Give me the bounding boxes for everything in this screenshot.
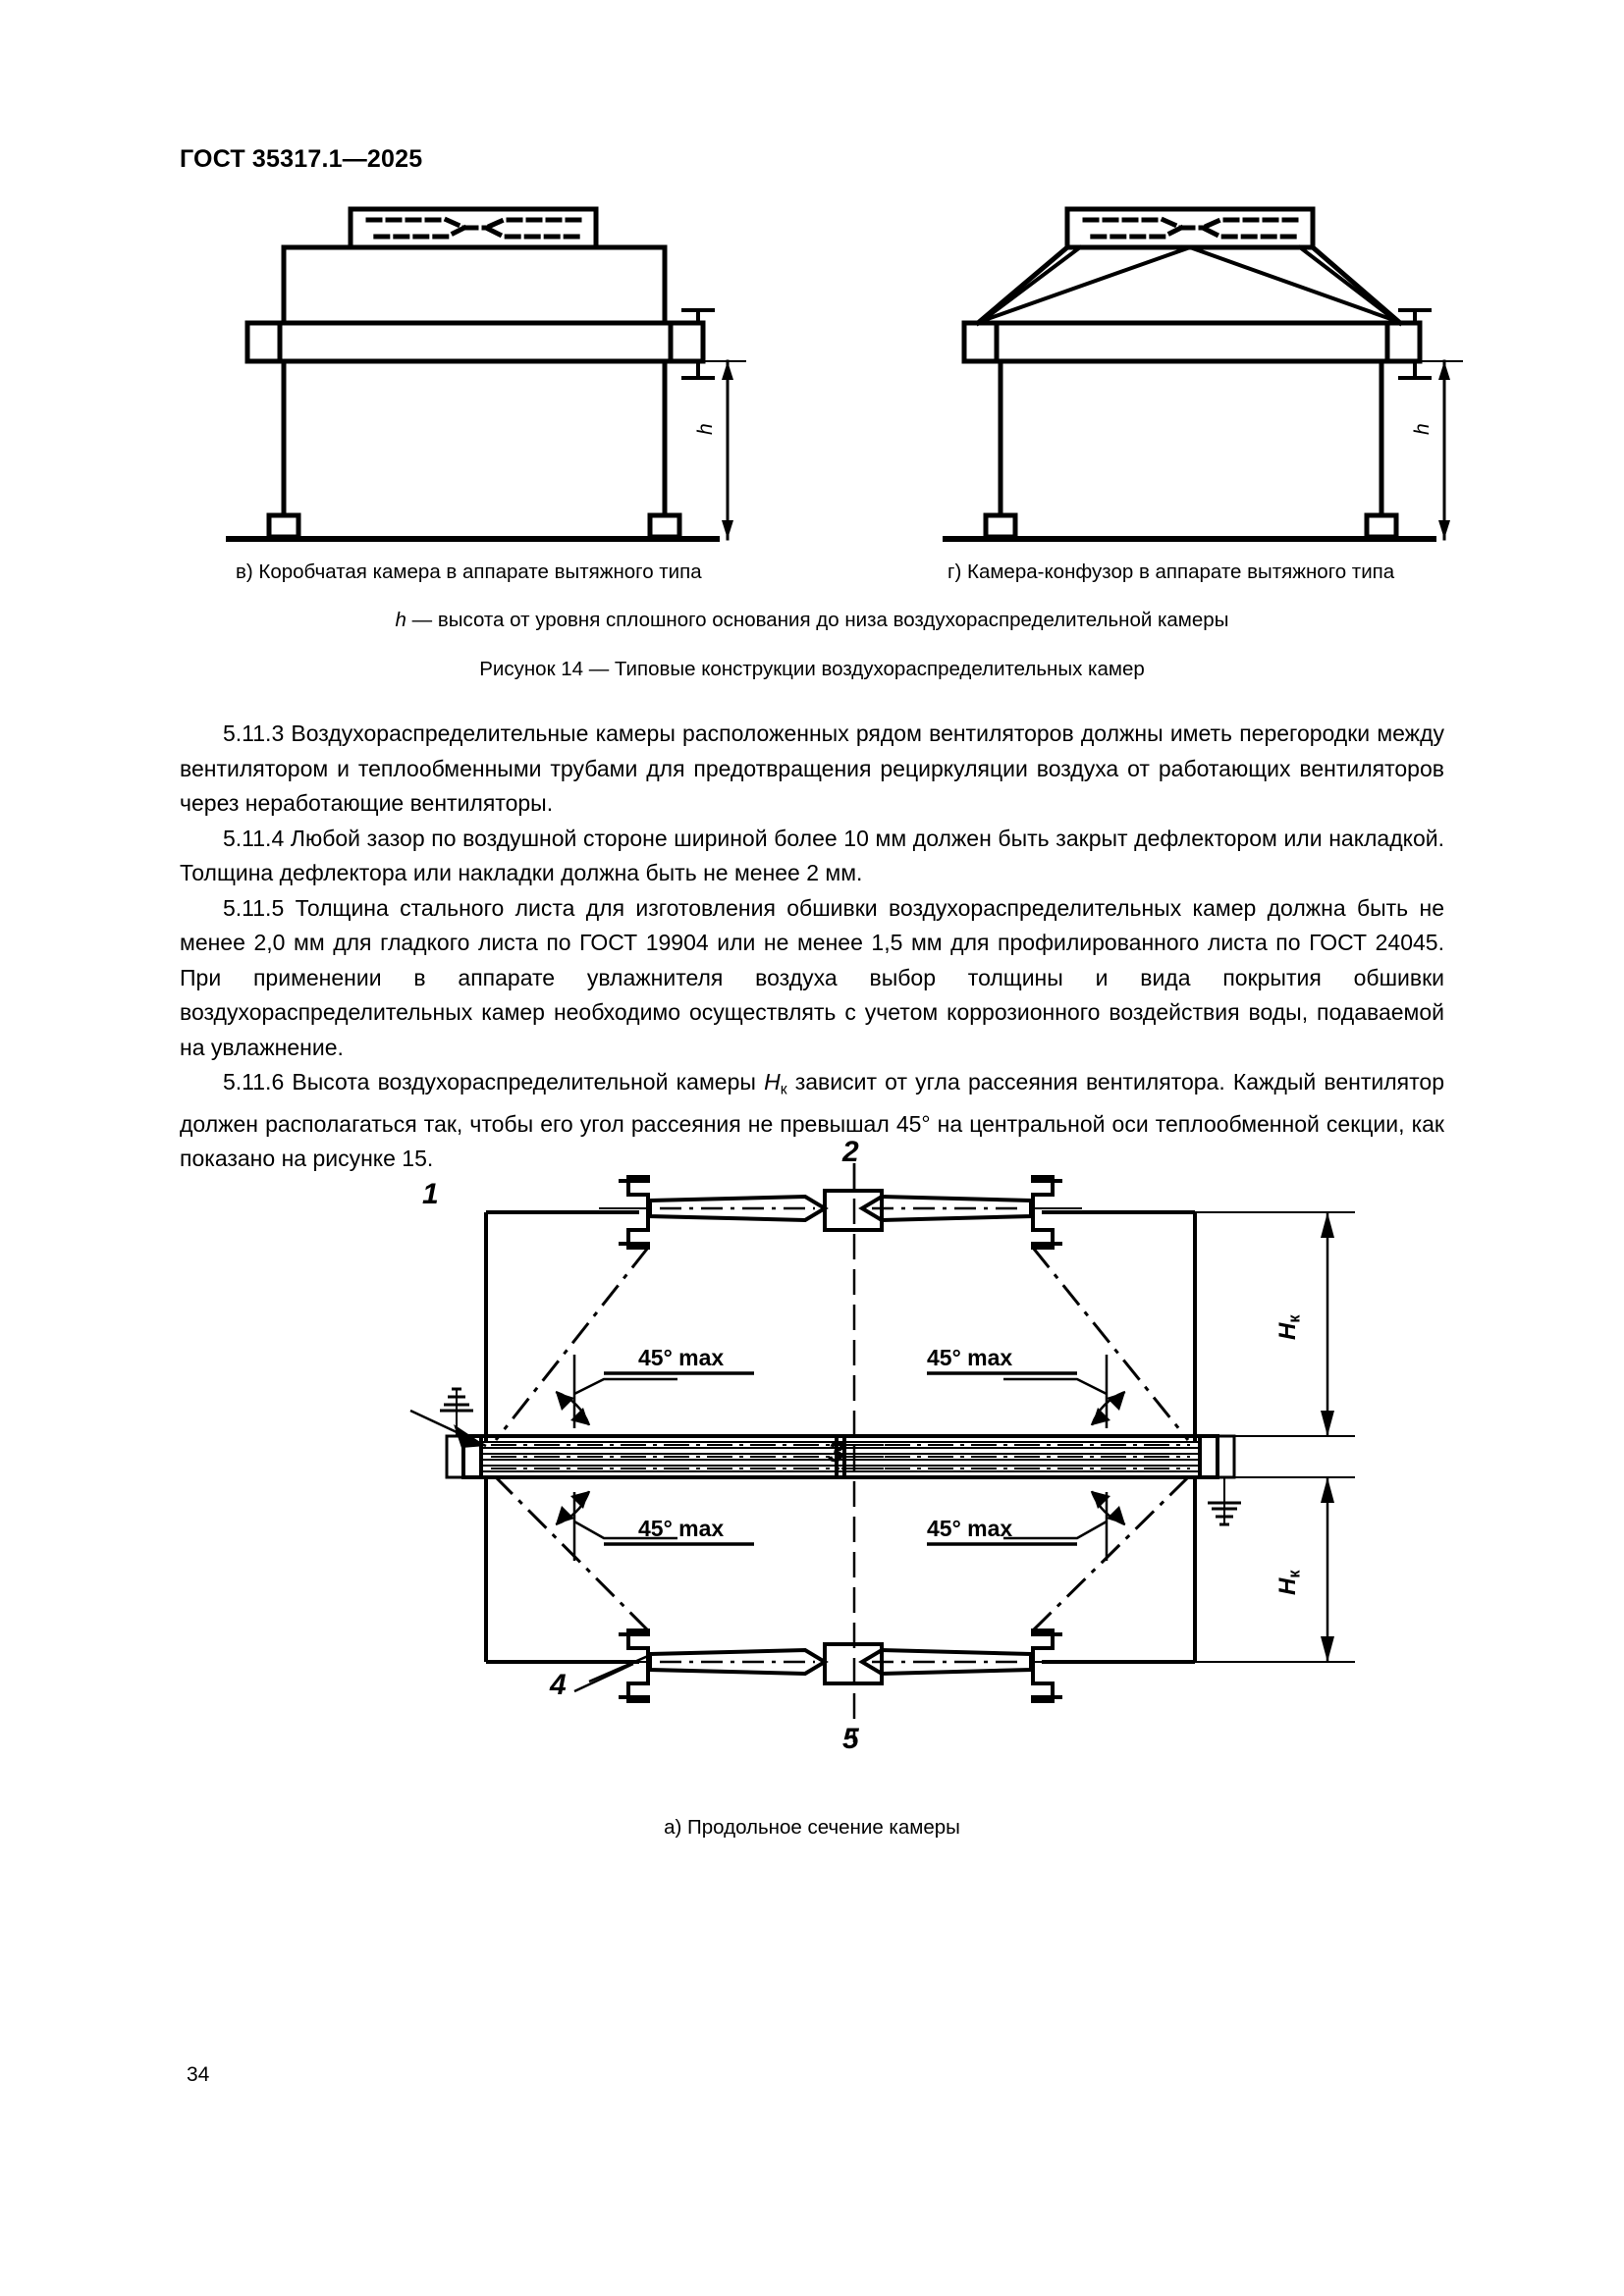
clause-5-11-4: 5.11.4 Любой зазор по воздушной стороне шириной более 10 мм должен быть закрыт дефлектором или накладкой. Толщина дефлектора или накладки должна быть не менее 2 мм. (180, 825, 1444, 885)
figure-14-diagram-v (226, 194, 746, 558)
clause-5-11-6-subscript: к (780, 1081, 787, 1098)
callout-5-label: 5 (842, 1723, 859, 1755)
figure-14 (0, 194, 1624, 587)
body-text (180, 717, 1444, 1177)
hk-lower-arrow-top (1321, 1477, 1334, 1503)
clause-5-11-3: 5.11.3 Воздухораспределительные камеры расположенных рядом вентиляторов должны иметь перегородки между вентилятором и теплообменными трубами для предотвращения рециркуляции воздуха от работающих вентиляторов через неработающие вентиляторы. (180, 721, 1444, 816)
hk-upper-arrow-top (1321, 1212, 1334, 1238)
figure-15-drawing (0, 1153, 1624, 1772)
angle-label-upper-left: 45° max (638, 1345, 725, 1370)
dimension-arrow-down (1438, 520, 1450, 539)
callout-4-label: 4 (550, 1669, 567, 1701)
callout-1-label: 1 (422, 1178, 439, 1210)
clause-5-11-6-text-1: 5.11.6 Высота воздухораспределительной камеры (223, 1069, 765, 1095)
figure-14-legend-text: — высота от уровня сплошного основания до низа воздухораспределительной камеры (406, 609, 1229, 631)
clause-5-11-6-text-2: зависит от угла рассеяния вентилятора. Каждый вентилятор должен располагаться так, чтобы его угол рассеяния не превышал 45° на центральной оси теплообменной секции, как показано на рисунке 15. (180, 1069, 1444, 1172)
angle-label-lower-left: 45° max (638, 1516, 725, 1541)
boxed-chamber-drawing (226, 194, 746, 558)
page-number: 34 (187, 2063, 210, 2086)
callout-2-label: 2 (842, 1136, 859, 1168)
fan-blades-icon (1085, 220, 1296, 237)
figure-14-title: Рисунок 14 — Типовые конструкции воздухораспределительных камер (479, 658, 1145, 680)
angle-label-lower-right: 45° max (927, 1516, 1013, 1541)
figure-14-diagram-g (943, 194, 1463, 558)
dimension-label-h: h (1411, 423, 1434, 435)
clause-5-11-5: 5.11.5 Толщина стального листа для изготовления обшивки воздухораспределительных камер должна быть не менее 2,0 мм для гладкого листа по ГОСТ 19904 или не менее 1,5 мм для профилированного листа по ГОСТ 24045. При применении в аппарате увлажнителя воздуха выбор толщины и вида покрытия обшивки воздухораспределительных камер необходимо осуществлять с учетом коррозионного воздействия воды, подаваемой на увлажнение. (180, 894, 1444, 1060)
hk-upper-arrow-bottom (1321, 1411, 1334, 1436)
hk-label-upper: $H_к$ (1274, 1314, 1304, 1340)
hk-lower-arrow-bottom (1321, 1636, 1334, 1662)
confuser-chamber-drawing (943, 194, 1463, 558)
figure-15 (0, 1136, 1624, 1772)
dimension-label-h: h (694, 423, 717, 435)
angle-label-upper-right: 45° max (927, 1345, 1013, 1370)
dimension-arrow-down (722, 520, 733, 539)
figure-14-legend (0, 609, 1624, 632)
clause-5-11-6-symbol: H (764, 1069, 781, 1095)
dimension-arrow-up (1438, 361, 1450, 380)
callout-3-label: 3 (828, 1436, 844, 1468)
figure-14-caption-g: г) Камера-конфузор в аппарате вытяжного типа (947, 561, 1395, 583)
page-title: ГОСТ 35317.1—2025 (180, 145, 423, 173)
figure-15-caption: а) Продольное сечение камеры (664, 1816, 960, 1839)
fan-blades-icon (368, 220, 579, 237)
hk-label-lower: $H_к$ (1274, 1570, 1304, 1595)
figure-14-legend-symbol: h (395, 609, 406, 631)
figure-14-caption-v: в) Коробчатая камера в аппарате вытяжного типа (236, 561, 702, 583)
dimension-arrow-up (722, 361, 733, 380)
